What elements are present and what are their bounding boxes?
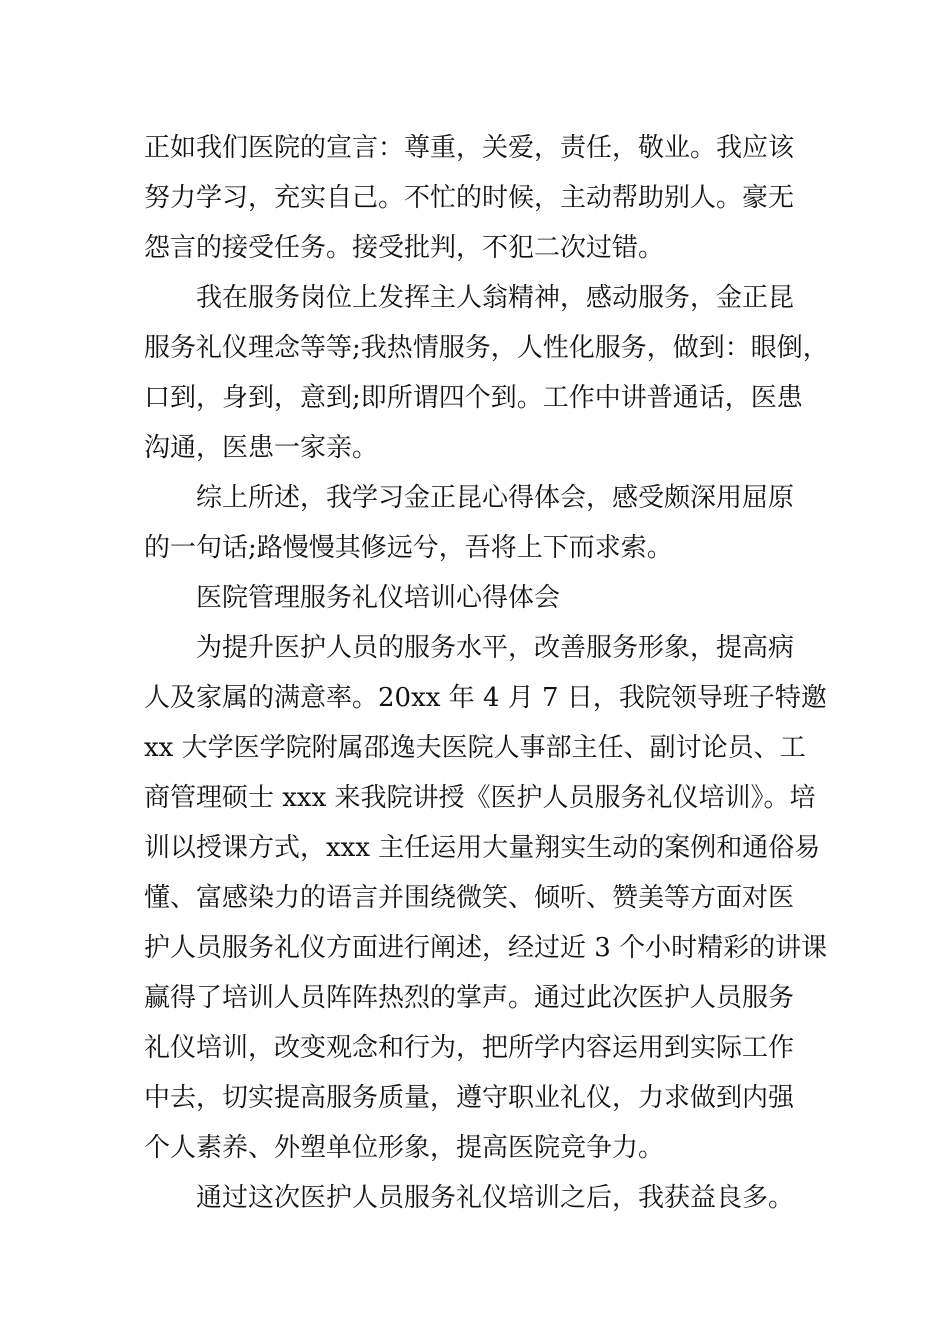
text-line: 懂、富感染力的语言并围绕微笑、倾听、赞美等方面对医	[144, 883, 795, 913]
text-line: xx 大学医学院附属邵逸夫医院人事部主任、副讨论员、工	[144, 733, 806, 763]
paragraph-first-line: 我在服务岗位上发挥主人翁精神，感动服务，金正昆	[196, 283, 795, 313]
text-line: 训以授课方式，xxx 主任运用大量翔实生动的案例和通俗易	[144, 833, 821, 863]
text-line: 个人素养、外塑单位形象，提高医院竞争力。	[144, 1133, 665, 1163]
text-line: 的一句话;路慢慢其修远兮，吾将上下而求索。	[144, 533, 673, 563]
text-line: 正如我们医院的宣言：尊重，关爱，责任，敬业。我应该	[144, 133, 795, 163]
paragraph-first-line: 通过这次医护人员服务礼仪培训之后，我获益良多。	[196, 1183, 795, 1213]
text-line: 怨言的接受任务。接受批判，不犯二次过错。	[144, 233, 665, 263]
paragraph-first-line: 综上所述，我学习金正昆心得体会，感受颇深用屈原	[196, 483, 795, 513]
text-line: 努力学习，充实自己。不忙的时候，主动帮助别人。豪无	[144, 183, 795, 213]
text-line: 商管理硕士 xxx 来我院讲授《医护人员服务礼仪培训》。培	[144, 783, 816, 813]
text-line: 中去，切实提高服务质量，遵守职业礼仪，力求做到内强	[144, 1083, 795, 1113]
paragraph-first-line: 为提升医护人员的服务水平，改善服务形象，提高病	[196, 633, 795, 663]
text-line: 赢得了培训人员阵阵热烈的掌声。通过此次医护人员服务	[144, 983, 795, 1013]
section-heading: 医院管理服务礼仪培训心得体会	[196, 583, 561, 613]
text-line: 沟通，医患一家亲。	[144, 433, 379, 463]
text-line: 服务礼仪理念等等;我热情服务，人性化服务，做到：眼倒，	[144, 333, 829, 363]
text-line: 人及家属的满意率。20xx 年 4 月 7 日，我院领导班子特邀	[144, 683, 827, 713]
text-line: 口到，身到，意到;即所谓四个到。工作中讲普通话，医患	[144, 383, 803, 413]
text-line: 护人员服务礼仪方面进行阐述，经过近 3 个小时精彩的讲课	[144, 933, 828, 963]
text-line: 礼仪培训，改变观念和行为，把所学内容运用到实际工作	[144, 1033, 795, 1063]
